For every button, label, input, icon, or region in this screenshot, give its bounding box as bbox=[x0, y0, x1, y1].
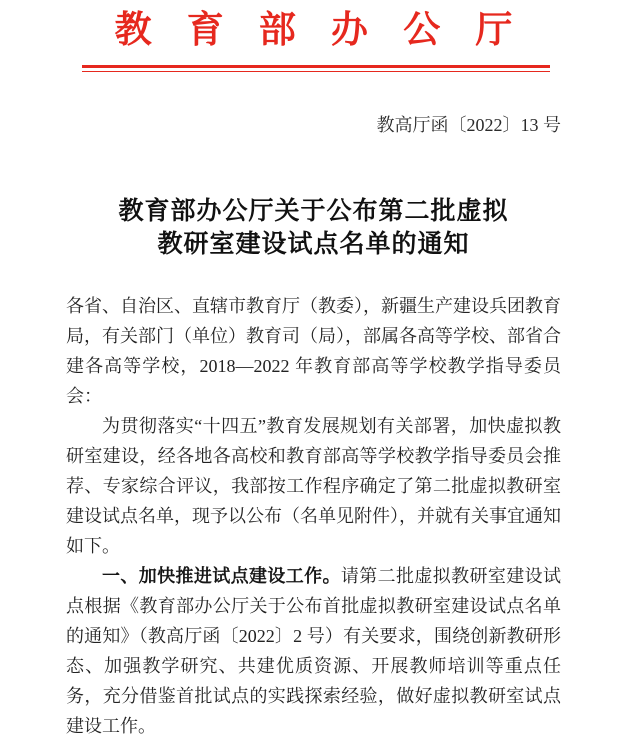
document-title-line2: 教研室建设试点名单的通知 bbox=[157, 231, 470, 258]
section1-text: 请第二批虚拟教研室建设试点根据《教育部办公厅关于公布首批虚拟教研室建设试点名单的通知》（教高厅函〔2022〕2 号）有关要求，围绕创新教研形态、加强教学研究、共建优质资源、开展教师培训等重点任务，充分借鉴首批试点的实践探索经验，做好虚拟教研室试点建设工作。 bbox=[66, 566, 561, 736]
section1-paragraph bbox=[66, 561, 561, 741]
document-body bbox=[66, 291, 561, 741]
salutation-paragraph: 各省、自治区、直辖市教育厅（教委），新疆生产建设兵团教育局，有关部门（单位）教育司（局），部属各高等学校、部省合建各高等学校，2018—2022 年教育部高等学校教学指导委员会： bbox=[66, 296, 561, 406]
letterhead-agency-title: 教育部办公厅 bbox=[114, 10, 548, 51]
document-title bbox=[66, 195, 561, 261]
section1-heading: 一、加快推进试点建设工作。 bbox=[102, 566, 341, 586]
document-number: 教高厅函〔2022〕13 号 bbox=[376, 115, 561, 135]
document-title-line1: 教育部办公厅关于公布第二批虚拟 bbox=[118, 198, 509, 225]
letterhead-double-rule bbox=[82, 65, 550, 72]
letterhead bbox=[66, 0, 561, 56]
intro-paragraph: 为贯彻落实“十四五”教育发展规划有关部署，加快虚拟教研室建设，经各地各高校和教育部高等学校教学指导委员会推荐、专家综合评议，我部按工作程序确定了第二批虚拟教研室建设试点名单，现予以公布（名单见附件），并就有关事宜通知如下。 bbox=[66, 416, 561, 556]
